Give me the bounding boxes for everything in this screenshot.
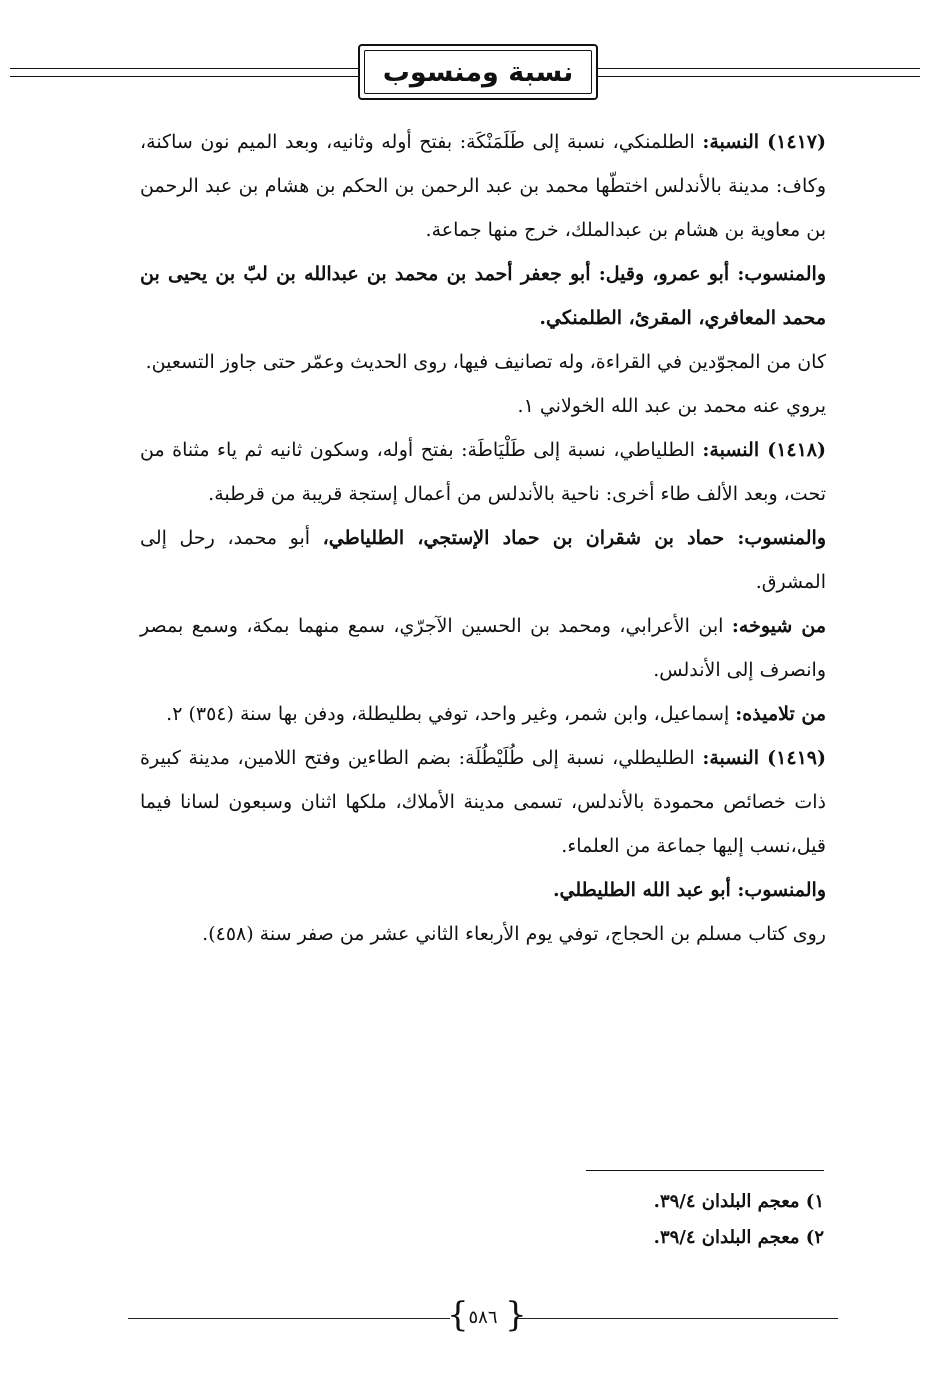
entry-paragraph <box>140 912 826 956</box>
entry-label: (١٤١٧) النسبة: <box>702 131 826 153</box>
page-number-brace-right: } <box>505 1295 527 1335</box>
entry-text: ابن الأعرابي، ومحمد بن الحسين الآجرّي، سمع منهما بمكة، وسمع بمصر وانصرف إلى الأندلس. <box>140 615 826 681</box>
entry-label: والمنسوب: حماد بن شقران بن حماد الإستجي، الطلياطي، <box>322 527 826 549</box>
footnote-item: ٢) معجم البلدان ٣٩/٤. <box>653 1227 824 1248</box>
entry-text: الطلياطي، نسبة إلى طَلْيَاطَة: بفتح أوله، وسكون ثانيه ثم ياء مثناة من تحت، وبعد الألف طاء أخرى: ناحية بالأندلس من أعمال إستجة قريبة من قرطبة. <box>140 439 826 505</box>
entry-label: (١٤١٨) النسبة: <box>702 439 827 461</box>
entry-text: إسماعيل، وابن شمر، وغير واحد، توفي بطليطلة، ودفن بها سنة (٣٥٤) ٢. <box>166 703 736 725</box>
page-number: ٥٨٦ <box>468 1306 498 1328</box>
entry-text: الطليطلي، نسبة إلى طُلَيْطُلَة: بضم الطاءين وفتح اللامين، مدينة كبيرة ذات خصائص محمودة بالأندلس، تسمى مدينة الأملاك، ملكها اثنان وسبعون لسانا فيما قيل،نسب إليها جماعة من العلماء. <box>140 747 826 857</box>
header-rule-right-top <box>598 68 920 69</box>
entry-text: يروي عنه محمد بن عبد الله الخولاني ١. <box>517 395 826 417</box>
footer-rule-right <box>516 1318 838 1319</box>
entry-label: والمنسوب: أبو عمرو، وقيل: أبو جعفر أحمد بن محمد بن عبدالله بن لبّ بن يحيى بن محمد المعافري، المقرئ، الطلمنكي. <box>140 263 826 329</box>
entry-paragraph <box>140 736 826 868</box>
page-title: نسبة ومنسوب <box>364 50 592 94</box>
footnote-item: ١) معجم البلدان ٣٩/٤. <box>653 1191 824 1212</box>
footnotes <box>500 1184 824 1256</box>
entry-paragraph <box>140 692 826 736</box>
entry-paragraph <box>140 428 826 516</box>
entry-paragraph <box>140 340 826 384</box>
footer-rule-left <box>128 1318 450 1319</box>
header-rule-left-top <box>10 68 358 69</box>
page-body <box>140 120 826 956</box>
entry-label: من شيوخه: <box>731 615 826 637</box>
entry-paragraph <box>140 604 826 692</box>
entry-label: (١٤١٩) النسبة: <box>702 747 826 769</box>
entry-text: كان من المجوّدين في القراءة، وله تصانيف فيها، روى الحديث وعمّر حتى جاوز التسعين. <box>145 351 826 373</box>
entry-paragraph <box>140 868 826 912</box>
entry-label: والمنسوب: أبو عبد الله الطليطلي. <box>552 879 826 901</box>
entry-paragraph <box>140 384 826 428</box>
entry-text: روى كتاب مسلم بن الحجاج، توفي يوم الأربعاء الثاني عشر من صفر سنة (٤٥٨). <box>202 923 826 945</box>
entry-label: من تلاميذه: <box>735 703 826 725</box>
header-rule-right-bottom <box>598 76 920 77</box>
entry-text: الطلمنكي، نسبة إلى طَلَمَنْكَة: بفتح أوله وثانيه، وبعد الميم نون ساكنة، وكاف: مدينة بالأندلس اختطّها محمد بن عبد الرحمن بن الحكم بن هشام بن عبد الرحمن بن معاوية بن هشام بن عبدالملك، خرج منها جماعة. <box>140 131 826 241</box>
entry-paragraph <box>140 120 826 252</box>
entry-text: أبو محمد، رحل إلى المشرق. <box>140 527 826 593</box>
header-rule-left-bottom <box>10 76 358 77</box>
footnote-separator <box>586 1170 824 1171</box>
page-number-brace-left: { <box>447 1295 469 1335</box>
entry-paragraph <box>140 252 826 340</box>
entry-paragraph <box>140 516 826 604</box>
header-title-frame <box>358 44 598 100</box>
